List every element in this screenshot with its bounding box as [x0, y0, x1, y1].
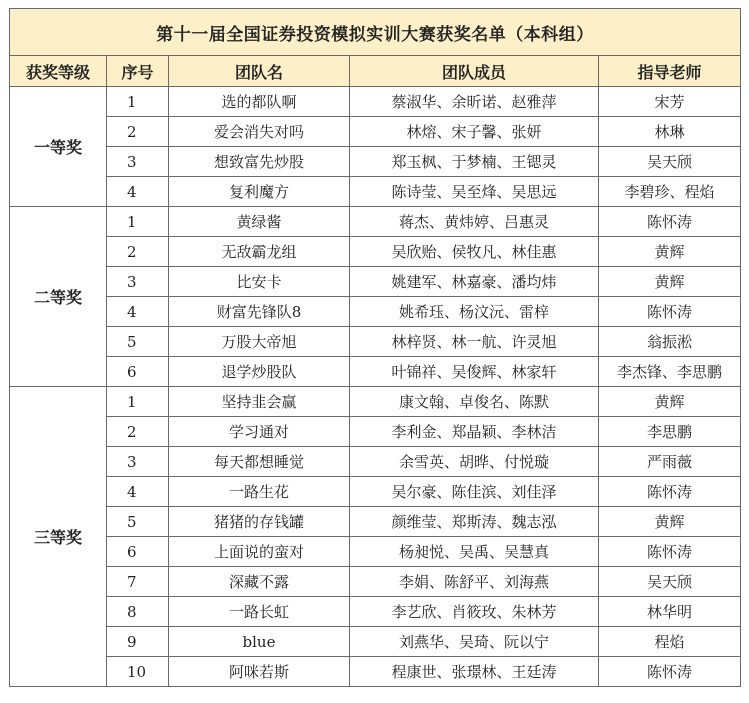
team-members-cell: 林熔、宋子馨、张妍	[350, 117, 599, 147]
column-header-team: 团队名	[169, 56, 350, 87]
num-cell: 7	[107, 567, 169, 597]
num-cell: 8	[107, 597, 169, 627]
team-members-cell: 杨昶悦、吴禹、吴慧真	[350, 537, 599, 567]
team-name-cell: 上面说的蛮对	[169, 537, 350, 567]
team-members-cell: 李娟、陈舒平、刘海燕	[350, 567, 599, 597]
table-row	[10, 537, 741, 567]
team-members-cell: 康文翰、卓俊名、陈默	[350, 387, 599, 417]
page-title: 第十一届全国证券投资模拟实训大赛获奖名单（本科组）	[10, 9, 741, 56]
table-row	[10, 117, 741, 147]
num-cell: 10	[107, 657, 169, 687]
header-row	[10, 56, 741, 87]
table-row	[10, 447, 741, 477]
award-list-sheet	[9, 8, 740, 695]
team-name-cell: 每天都想睡觉	[169, 447, 350, 477]
mentor-cell: 陈怀涛	[599, 477, 741, 507]
team-members-cell: 蒋杰、黄炜婷、吕惠灵	[350, 207, 599, 237]
mentor-cell: 林琳	[599, 117, 741, 147]
mentor-cell: 李碧珍、程焰	[599, 177, 741, 207]
award-level-cell: 三等奖	[10, 387, 107, 687]
num-cell: 6	[107, 537, 169, 567]
num-cell: 1	[107, 387, 169, 417]
table-row	[10, 177, 741, 207]
award-level-cell: 一等奖	[10, 87, 107, 207]
team-name-cell: 想致富先炒股	[169, 147, 350, 177]
team-members-cell: 颜维莹、郑斯涛、魏志泓	[350, 507, 599, 537]
team-members-cell: 陈诗莹、吴至烽、吴思远	[350, 177, 599, 207]
mentor-cell: 陈怀涛	[599, 657, 741, 687]
team-name-cell: 黄绿酱	[169, 207, 350, 237]
team-name-cell: 一路长虹	[169, 597, 350, 627]
team-name-cell: 比安卡	[169, 267, 350, 297]
mentor-cell: 黄辉	[599, 237, 741, 267]
column-header-level: 获奖等级	[10, 56, 107, 87]
column-header-num: 序号	[107, 56, 169, 87]
num-cell: 6	[107, 357, 169, 387]
team-members-cell: 姚希珏、杨汶沅、雷梓	[350, 297, 599, 327]
table-row	[10, 237, 741, 267]
num-cell: 1	[107, 207, 169, 237]
team-name-cell: 坚持韭会赢	[169, 387, 350, 417]
table-row	[10, 267, 741, 297]
mentor-cell: 程焰	[599, 627, 741, 657]
table-row	[10, 567, 741, 597]
team-name-cell: 无敌霸龙组	[169, 237, 350, 267]
team-members-cell: 程康世、张璟林、王廷涛	[350, 657, 599, 687]
award-level-cell: 二等奖	[10, 207, 107, 387]
mentor-cell: 吴天颀	[599, 567, 741, 597]
table-row	[10, 387, 741, 417]
mentor-cell: 黄辉	[599, 507, 741, 537]
mentor-cell: 林华明	[599, 597, 741, 627]
team-members-cell: 叶锦祥、吴俊辉、林家轩	[350, 357, 599, 387]
mentor-cell: 黄辉	[599, 387, 741, 417]
table-row	[10, 87, 741, 117]
table-row	[10, 657, 741, 687]
num-cell: 1	[107, 87, 169, 117]
mentor-cell: 翁振淞	[599, 327, 741, 357]
table-row	[10, 357, 741, 387]
team-members-cell: 姚建军、林嘉豪、潘均炜	[350, 267, 599, 297]
mentor-cell: 严雨薇	[599, 447, 741, 477]
team-name-cell: 爱会消失对吗	[169, 117, 350, 147]
team-members-cell: 蔡淑华、余昕诺、赵雅萍	[350, 87, 599, 117]
mentor-cell: 黄辉	[599, 267, 741, 297]
team-name-cell: 猪猪的存钱罐	[169, 507, 350, 537]
num-cell: 5	[107, 327, 169, 357]
table-row	[10, 147, 741, 177]
award-table	[9, 8, 741, 687]
team-name-cell: 一路生花	[169, 477, 350, 507]
num-cell: 4	[107, 477, 169, 507]
mentor-cell: 李思鹏	[599, 417, 741, 447]
column-header-mentor: 指导老师	[599, 56, 741, 87]
team-name-cell: 学习通对	[169, 417, 350, 447]
num-cell: 5	[107, 507, 169, 537]
team-name-cell: 复利魔方	[169, 177, 350, 207]
table-row	[10, 507, 741, 537]
num-cell: 4	[107, 297, 169, 327]
mentor-cell: 宋芳	[599, 87, 741, 117]
team-name-cell: 选的都队啊	[169, 87, 350, 117]
team-members-cell: 刘燕华、吴琦、阮以宁	[350, 627, 599, 657]
mentor-cell: 李杰锋、李思鹏	[599, 357, 741, 387]
mentor-cell: 吴天颀	[599, 147, 741, 177]
num-cell: 2	[107, 117, 169, 147]
team-name-cell: 财富先锋队8	[169, 297, 350, 327]
team-name-cell: 退学炒股队	[169, 357, 350, 387]
table-row	[10, 627, 741, 657]
team-members-cell: 余雪英、胡晔、付悦璇	[350, 447, 599, 477]
team-members-cell: 李利金、郑晶颖、李林洁	[350, 417, 599, 447]
table-row	[10, 327, 741, 357]
num-cell: 4	[107, 177, 169, 207]
num-cell: 2	[107, 237, 169, 267]
table-row	[10, 477, 741, 507]
team-name-cell: blue	[169, 627, 350, 657]
team-members-cell: 李艺欣、肖筱玫、朱林芳	[350, 597, 599, 627]
num-cell: 3	[107, 147, 169, 177]
team-members-cell: 吴欣贻、侯牧凡、林佳惠	[350, 237, 599, 267]
team-name-cell: 万股大帝旭	[169, 327, 350, 357]
mentor-cell: 陈怀涛	[599, 207, 741, 237]
mentor-cell: 陈怀涛	[599, 297, 741, 327]
team-members-cell: 林梓贤、林一航、许灵旭	[350, 327, 599, 357]
mentor-cell: 陈怀涛	[599, 537, 741, 567]
title-row	[10, 9, 741, 56]
team-members-cell: 郑玉枫、于梦楠、王锶灵	[350, 147, 599, 177]
team-name-cell: 阿咪若斯	[169, 657, 350, 687]
team-members-cell: 吴尔豪、陈佳滨、刘佳泽	[350, 477, 599, 507]
table-row	[10, 597, 741, 627]
num-cell: 3	[107, 267, 169, 297]
table-row	[10, 297, 741, 327]
table-row	[10, 207, 741, 237]
num-cell: 9	[107, 627, 169, 657]
team-name-cell: 深藏不露	[169, 567, 350, 597]
award-table-body	[10, 87, 741, 687]
column-header-members: 团队成员	[350, 56, 599, 87]
table-row	[10, 417, 741, 447]
num-cell: 3	[107, 447, 169, 477]
num-cell: 2	[107, 417, 169, 447]
